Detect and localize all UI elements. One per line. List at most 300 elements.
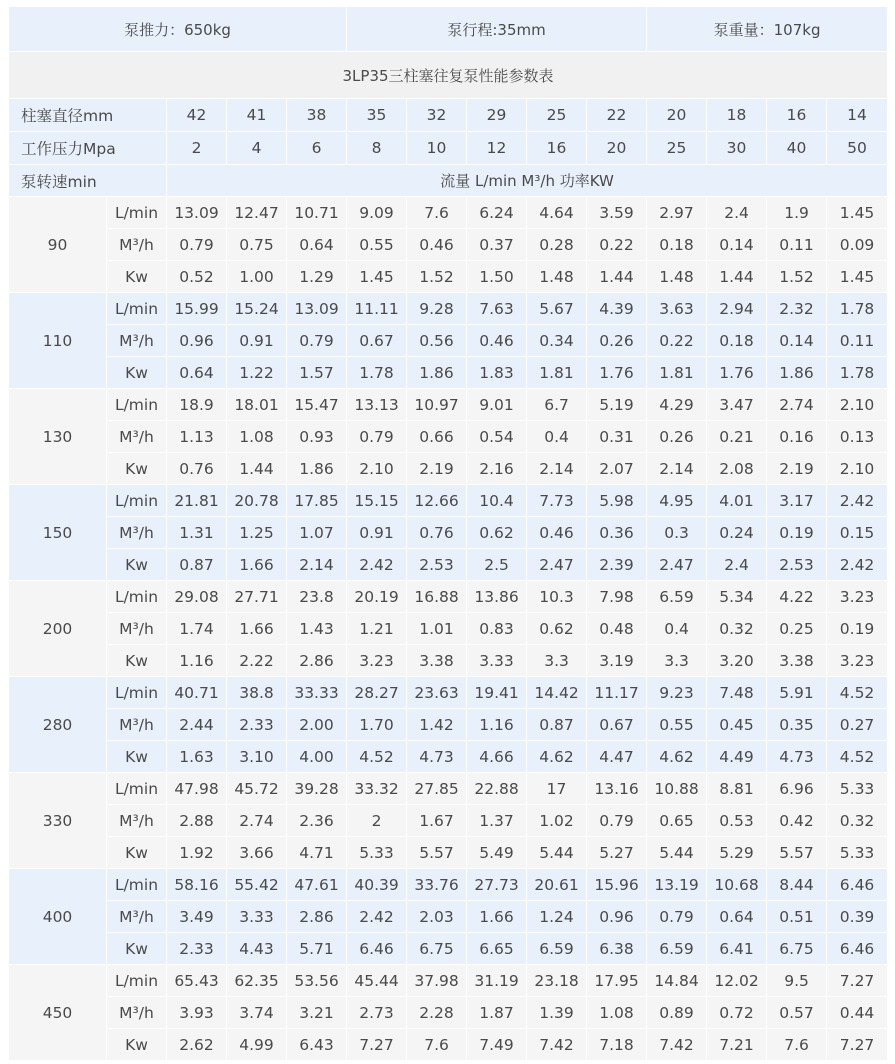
value-cell: 2.42 [347,549,407,581]
value-cell: 37.98 [407,965,467,997]
value-cell: 0.46 [527,517,587,549]
value-cell: 1.76 [587,357,647,389]
value-cell: 6.75 [407,933,467,965]
table-row [9,677,888,709]
diameter-value: 22 [587,99,647,132]
value-cell: 39.28 [287,773,347,805]
value-cell: 1.44 [227,453,287,485]
table-row [9,965,888,997]
value-cell: 0.79 [587,805,647,837]
table-row [9,261,888,293]
value-cell: 9.09 [347,197,407,229]
value-cell: 7.42 [527,1029,587,1061]
value-cell: 0.16 [767,421,827,453]
unit-cell: M³/h [107,709,167,741]
value-cell: 0.26 [647,421,707,453]
table-row [9,325,888,357]
value-cell: 27.71 [227,581,287,613]
value-cell: 4.71 [287,837,347,869]
value-cell: 4.39 [587,293,647,325]
value-cell: 6.7 [527,389,587,421]
value-cell: 0.57 [767,997,827,1029]
value-cell: 2.53 [407,549,467,581]
value-cell: 4.49 [707,741,767,773]
value-cell: 0.55 [347,229,407,261]
value-cell: 3.23 [827,645,888,677]
diameter-value: 32 [407,99,467,132]
value-cell: 0.35 [767,709,827,741]
table-row [9,197,888,229]
value-cell: 3.38 [767,645,827,677]
table-row [9,517,888,549]
value-cell: 10.97 [407,389,467,421]
pressure-value: 2 [167,132,227,165]
table-row [9,485,888,517]
value-cell: 1.39 [527,997,587,1029]
value-cell: 0.4 [527,421,587,453]
value-cell: 1.78 [827,293,888,325]
value-cell: 5.57 [407,837,467,869]
value-cell: 0.39 [827,901,888,933]
value-cell: 4.29 [647,389,707,421]
diameter-value: 29 [467,99,527,132]
value-cell: 7.6 [767,1029,827,1061]
value-cell: 13.19 [647,869,707,901]
value-cell: 0.79 [647,901,707,933]
value-cell: 2.94 [707,293,767,325]
value-cell: 40.71 [167,677,227,709]
unit-cell: L/min [107,581,167,613]
stroke-cell: 泵行程:35mm [347,7,647,52]
value-cell: 2.42 [827,485,888,517]
pressure-value: 4 [227,132,287,165]
value-cell: 27.73 [467,869,527,901]
value-cell: 4.62 [527,741,587,773]
value-cell: 1.86 [767,357,827,389]
diameter-value: 38 [287,99,347,132]
value-cell: 2.10 [347,453,407,485]
table-row [9,773,888,805]
value-cell: 62.35 [227,965,287,997]
value-cell: 0.72 [707,997,767,1029]
value-cell: 2.03 [407,901,467,933]
value-cell: 2.74 [227,805,287,837]
value-cell: 20.19 [347,581,407,613]
value-cell: 3.21 [287,997,347,1029]
speed-cell: 280 [9,677,107,773]
value-cell: 5.29 [707,837,767,869]
value-cell: 6.38 [587,933,647,965]
value-cell: 33.76 [407,869,467,901]
value-cell: 2.07 [587,453,647,485]
value-cell: 3.23 [347,645,407,677]
value-cell: 9.5 [767,965,827,997]
value-cell: 0.62 [527,613,587,645]
value-cell: 0.64 [707,901,767,933]
value-cell: 0.65 [647,805,707,837]
value-cell: 2.14 [527,453,587,485]
value-cell: 1.01 [407,613,467,645]
unit-cell: Kw [107,933,167,965]
value-cell: 1.25 [227,517,287,549]
value-cell: 15.96 [587,869,647,901]
value-cell: 0.4 [647,613,707,645]
value-cell: 0.87 [167,549,227,581]
value-cell: 6.46 [827,933,888,965]
value-cell: 2.53 [767,549,827,581]
value-cell: 6.46 [827,869,888,901]
value-cell: 1.43 [287,613,347,645]
value-cell: 10.71 [287,197,347,229]
value-cell: 2.33 [227,709,287,741]
value-cell: 19.41 [467,677,527,709]
unit-cell: L/min [107,773,167,805]
speed-cell: 130 [9,389,107,485]
value-cell: 0.19 [827,613,888,645]
value-cell: 11.17 [587,677,647,709]
value-cell: 3.49 [167,901,227,933]
speed-cell: 450 [9,965,107,1061]
value-cell: 1.13 [167,421,227,453]
table-row [9,997,888,1029]
speed-label: 泵转速min [9,165,167,197]
speed-cell: 200 [9,581,107,677]
value-cell: 4.62 [647,741,707,773]
value-cell: 5.34 [707,581,767,613]
value-cell: 2.42 [827,549,888,581]
value-cell: 0.21 [707,421,767,453]
value-cell: 1.44 [707,261,767,293]
value-cell: 17.85 [287,485,347,517]
value-cell: 12.47 [227,197,287,229]
value-cell: 2.36 [287,805,347,837]
value-cell: 0.18 [647,229,707,261]
value-cell: 2.86 [287,901,347,933]
value-cell: 1.42 [407,709,467,741]
value-cell: 0.46 [467,325,527,357]
value-cell: 4.43 [227,933,287,965]
value-cell: 0.64 [167,357,227,389]
value-cell: 9.01 [467,389,527,421]
value-cell: 0.93 [287,421,347,453]
value-cell: 1.52 [767,261,827,293]
value-cell: 4.52 [827,677,888,709]
table-row [9,901,888,933]
value-cell: 2.4 [707,549,767,581]
unit-cell: M³/h [107,325,167,357]
value-cell: 2.73 [347,997,407,1029]
value-cell: 45.44 [347,965,407,997]
value-cell: 0.79 [287,325,347,357]
thrust-cell: 泵推力：650kg [9,7,347,52]
unit-cell: L/min [107,965,167,997]
value-cell: 1.66 [467,901,527,933]
diameter-value: 16 [767,99,827,132]
value-cell: 9.28 [407,293,467,325]
table-row [9,581,888,613]
value-cell: 17.95 [587,965,647,997]
value-cell: 7.42 [647,1029,707,1061]
value-cell: 6.43 [287,1029,347,1061]
value-cell: 1.9 [767,197,827,229]
value-cell: 2.47 [527,549,587,581]
value-cell: 2.22 [227,645,287,677]
value-cell: 13.86 [467,581,527,613]
value-cell: 2.16 [467,453,527,485]
value-cell: 3.19 [587,645,647,677]
value-cell: 13.13 [347,389,407,421]
value-cell: 7.27 [347,1029,407,1061]
value-cell: 5.67 [527,293,587,325]
value-cell: 0.32 [707,613,767,645]
value-cell: 0.51 [767,901,827,933]
value-cell: 0.76 [407,517,467,549]
table-row [9,293,888,325]
unit-cell: L/min [107,389,167,421]
value-cell: 3.66 [227,837,287,869]
value-cell: 0.55 [647,709,707,741]
value-cell: 2.10 [827,453,888,485]
value-cell: 0.11 [767,229,827,261]
unit-cell: Kw [107,741,167,773]
table-row [9,357,888,389]
value-cell: 3.3 [647,645,707,677]
value-cell: 10.68 [707,869,767,901]
table-row [9,613,888,645]
value-cell: 3.33 [227,901,287,933]
value-cell: 5.44 [647,837,707,869]
value-cell: 1.66 [227,613,287,645]
value-cell: 3.74 [227,997,287,1029]
value-cell: 0.22 [647,325,707,357]
value-cell: 21.81 [167,485,227,517]
value-cell: 0.75 [227,229,287,261]
value-cell: 31.19 [467,965,527,997]
units-label: 流量 L/min M³/h 功率KW [167,165,888,197]
value-cell: 5.27 [587,837,647,869]
table-row [9,933,888,965]
value-cell: 1.50 [467,261,527,293]
value-cell: 0.46 [407,229,467,261]
value-cell: 10.4 [467,485,527,517]
value-cell: 22.88 [467,773,527,805]
value-cell: 0.67 [587,709,647,741]
value-cell: 5.19 [587,389,647,421]
table-row [9,837,888,869]
value-cell: 1.67 [407,805,467,837]
value-cell: 12.66 [407,485,467,517]
diameter-label: 柱塞直径mm [9,99,167,132]
value-cell: 2.19 [767,453,827,485]
value-cell: 1.16 [167,645,227,677]
value-cell: 3.38 [407,645,467,677]
unit-cell: Kw [107,357,167,389]
table-row [9,549,888,581]
value-cell: 4.64 [527,197,587,229]
value-cell: 0.66 [407,421,467,453]
value-cell: 0.25 [767,613,827,645]
value-cell: 0.22 [587,229,647,261]
value-cell: 4.73 [767,741,827,773]
value-cell: 5.49 [467,837,527,869]
unit-cell: Kw [107,645,167,677]
value-cell: 1.08 [587,997,647,1029]
value-cell: 6.59 [647,933,707,965]
value-cell: 4.66 [467,741,527,773]
table-row [9,421,888,453]
value-cell: 3.47 [707,389,767,421]
value-cell: 0.54 [467,421,527,453]
value-cell: 1.08 [227,421,287,453]
value-cell: 6.46 [347,933,407,965]
value-cell: 0.18 [707,325,767,357]
value-cell: 7.18 [587,1029,647,1061]
table-row [9,1029,888,1061]
value-cell: 6.59 [527,933,587,965]
value-cell: 0.31 [587,421,647,453]
value-cell: 2.00 [287,709,347,741]
value-cell: 0.64 [287,229,347,261]
unit-cell: Kw [107,1029,167,1061]
value-cell: 0.91 [347,517,407,549]
pressure-value: 50 [827,132,888,165]
table-row [9,229,888,261]
value-cell: 23.8 [287,581,347,613]
value-cell: 0.91 [227,325,287,357]
value-cell: 1.78 [827,357,888,389]
value-cell: 1.83 [467,357,527,389]
value-cell: 5.98 [587,485,647,517]
diameter-value: 14 [827,99,888,132]
value-cell: 1.86 [407,357,467,389]
value-cell: 2.10 [827,389,888,421]
value-cell: 1.45 [827,261,888,293]
value-cell: 2.74 [767,389,827,421]
value-cell: 1.52 [407,261,467,293]
pressure-value: 16 [527,132,587,165]
value-cell: 1.81 [647,357,707,389]
value-cell: 40.39 [347,869,407,901]
value-cell: 0.24 [707,517,767,549]
value-cell: 15.24 [227,293,287,325]
value-cell: 1.07 [287,517,347,549]
value-cell: 0.67 [347,325,407,357]
value-cell: 33.32 [347,773,407,805]
value-cell: 8.44 [767,869,827,901]
value-cell: 3.59 [587,197,647,229]
value-cell: 29.08 [167,581,227,613]
value-cell: 7.27 [827,965,888,997]
unit-cell: M³/h [107,517,167,549]
value-cell: 1.02 [527,805,587,837]
speed-cell: 400 [9,869,107,965]
value-cell: 2.28 [407,997,467,1029]
value-cell: 4.73 [407,741,467,773]
table-row [9,869,888,901]
value-cell: 7.49 [467,1029,527,1061]
value-cell: 53.56 [287,965,347,997]
pressure-value: 8 [347,132,407,165]
diameter-value: 25 [527,99,587,132]
value-cell: 20.78 [227,485,287,517]
diameter-row [9,99,888,132]
value-cell: 3.10 [227,741,287,773]
value-cell: 0.87 [527,709,587,741]
value-cell: 3.20 [707,645,767,677]
value-cell: 2.14 [287,549,347,581]
value-cell: 2.4 [707,197,767,229]
table-row [9,645,888,677]
value-cell: 5.91 [767,677,827,709]
value-cell: 0.27 [827,709,888,741]
unit-cell: L/min [107,485,167,517]
value-cell: 1.21 [347,613,407,645]
info-row [9,7,888,52]
value-cell: 0.79 [167,229,227,261]
pump-spec-table [8,6,888,1061]
value-cell: 5.71 [287,933,347,965]
unit-cell: M³/h [107,421,167,453]
value-cell: 5.33 [827,837,888,869]
value-cell: 2.88 [167,805,227,837]
value-cell: 1.29 [287,261,347,293]
value-cell: 1.76 [707,357,767,389]
value-cell: 3.3 [527,645,587,677]
value-cell: 2.32 [767,293,827,325]
value-cell: 33.33 [287,677,347,709]
value-cell: 4.99 [227,1029,287,1061]
value-cell: 4.01 [707,485,767,517]
title-row [9,52,888,99]
value-cell: 4.95 [647,485,707,517]
value-cell: 1.63 [167,741,227,773]
value-cell: 2.33 [167,933,227,965]
unit-cell: M³/h [107,229,167,261]
table-row [9,741,888,773]
value-cell: 2.62 [167,1029,227,1061]
value-cell: 1.00 [227,261,287,293]
value-cell: 0.3 [647,517,707,549]
value-cell: 0.28 [527,229,587,261]
value-cell: 0.45 [707,709,767,741]
value-cell: 58.16 [167,869,227,901]
unit-cell: L/min [107,293,167,325]
diameter-value: 41 [227,99,287,132]
unit-cell: M³/h [107,901,167,933]
value-cell: 2.14 [647,453,707,485]
speed-cell: 90 [9,197,107,293]
value-cell: 15.47 [287,389,347,421]
value-cell: 18.9 [167,389,227,421]
value-cell: 45.72 [227,773,287,805]
value-cell: 0.11 [827,325,888,357]
unit-cell: Kw [107,837,167,869]
value-cell: 2.86 [287,645,347,677]
value-cell: 1.45 [827,197,888,229]
value-cell: 9.23 [647,677,707,709]
value-cell: 0.42 [767,805,827,837]
pressure-value: 20 [587,132,647,165]
value-cell: 1.66 [227,549,287,581]
value-cell: 4.52 [827,741,888,773]
value-cell: 6.41 [707,933,767,965]
value-cell: 47.98 [167,773,227,805]
value-cell: 2.42 [347,901,407,933]
value-cell: 1.92 [167,837,227,869]
value-cell: 0.37 [467,229,527,261]
value-cell: 0.83 [467,613,527,645]
value-cell: 3.17 [767,485,827,517]
